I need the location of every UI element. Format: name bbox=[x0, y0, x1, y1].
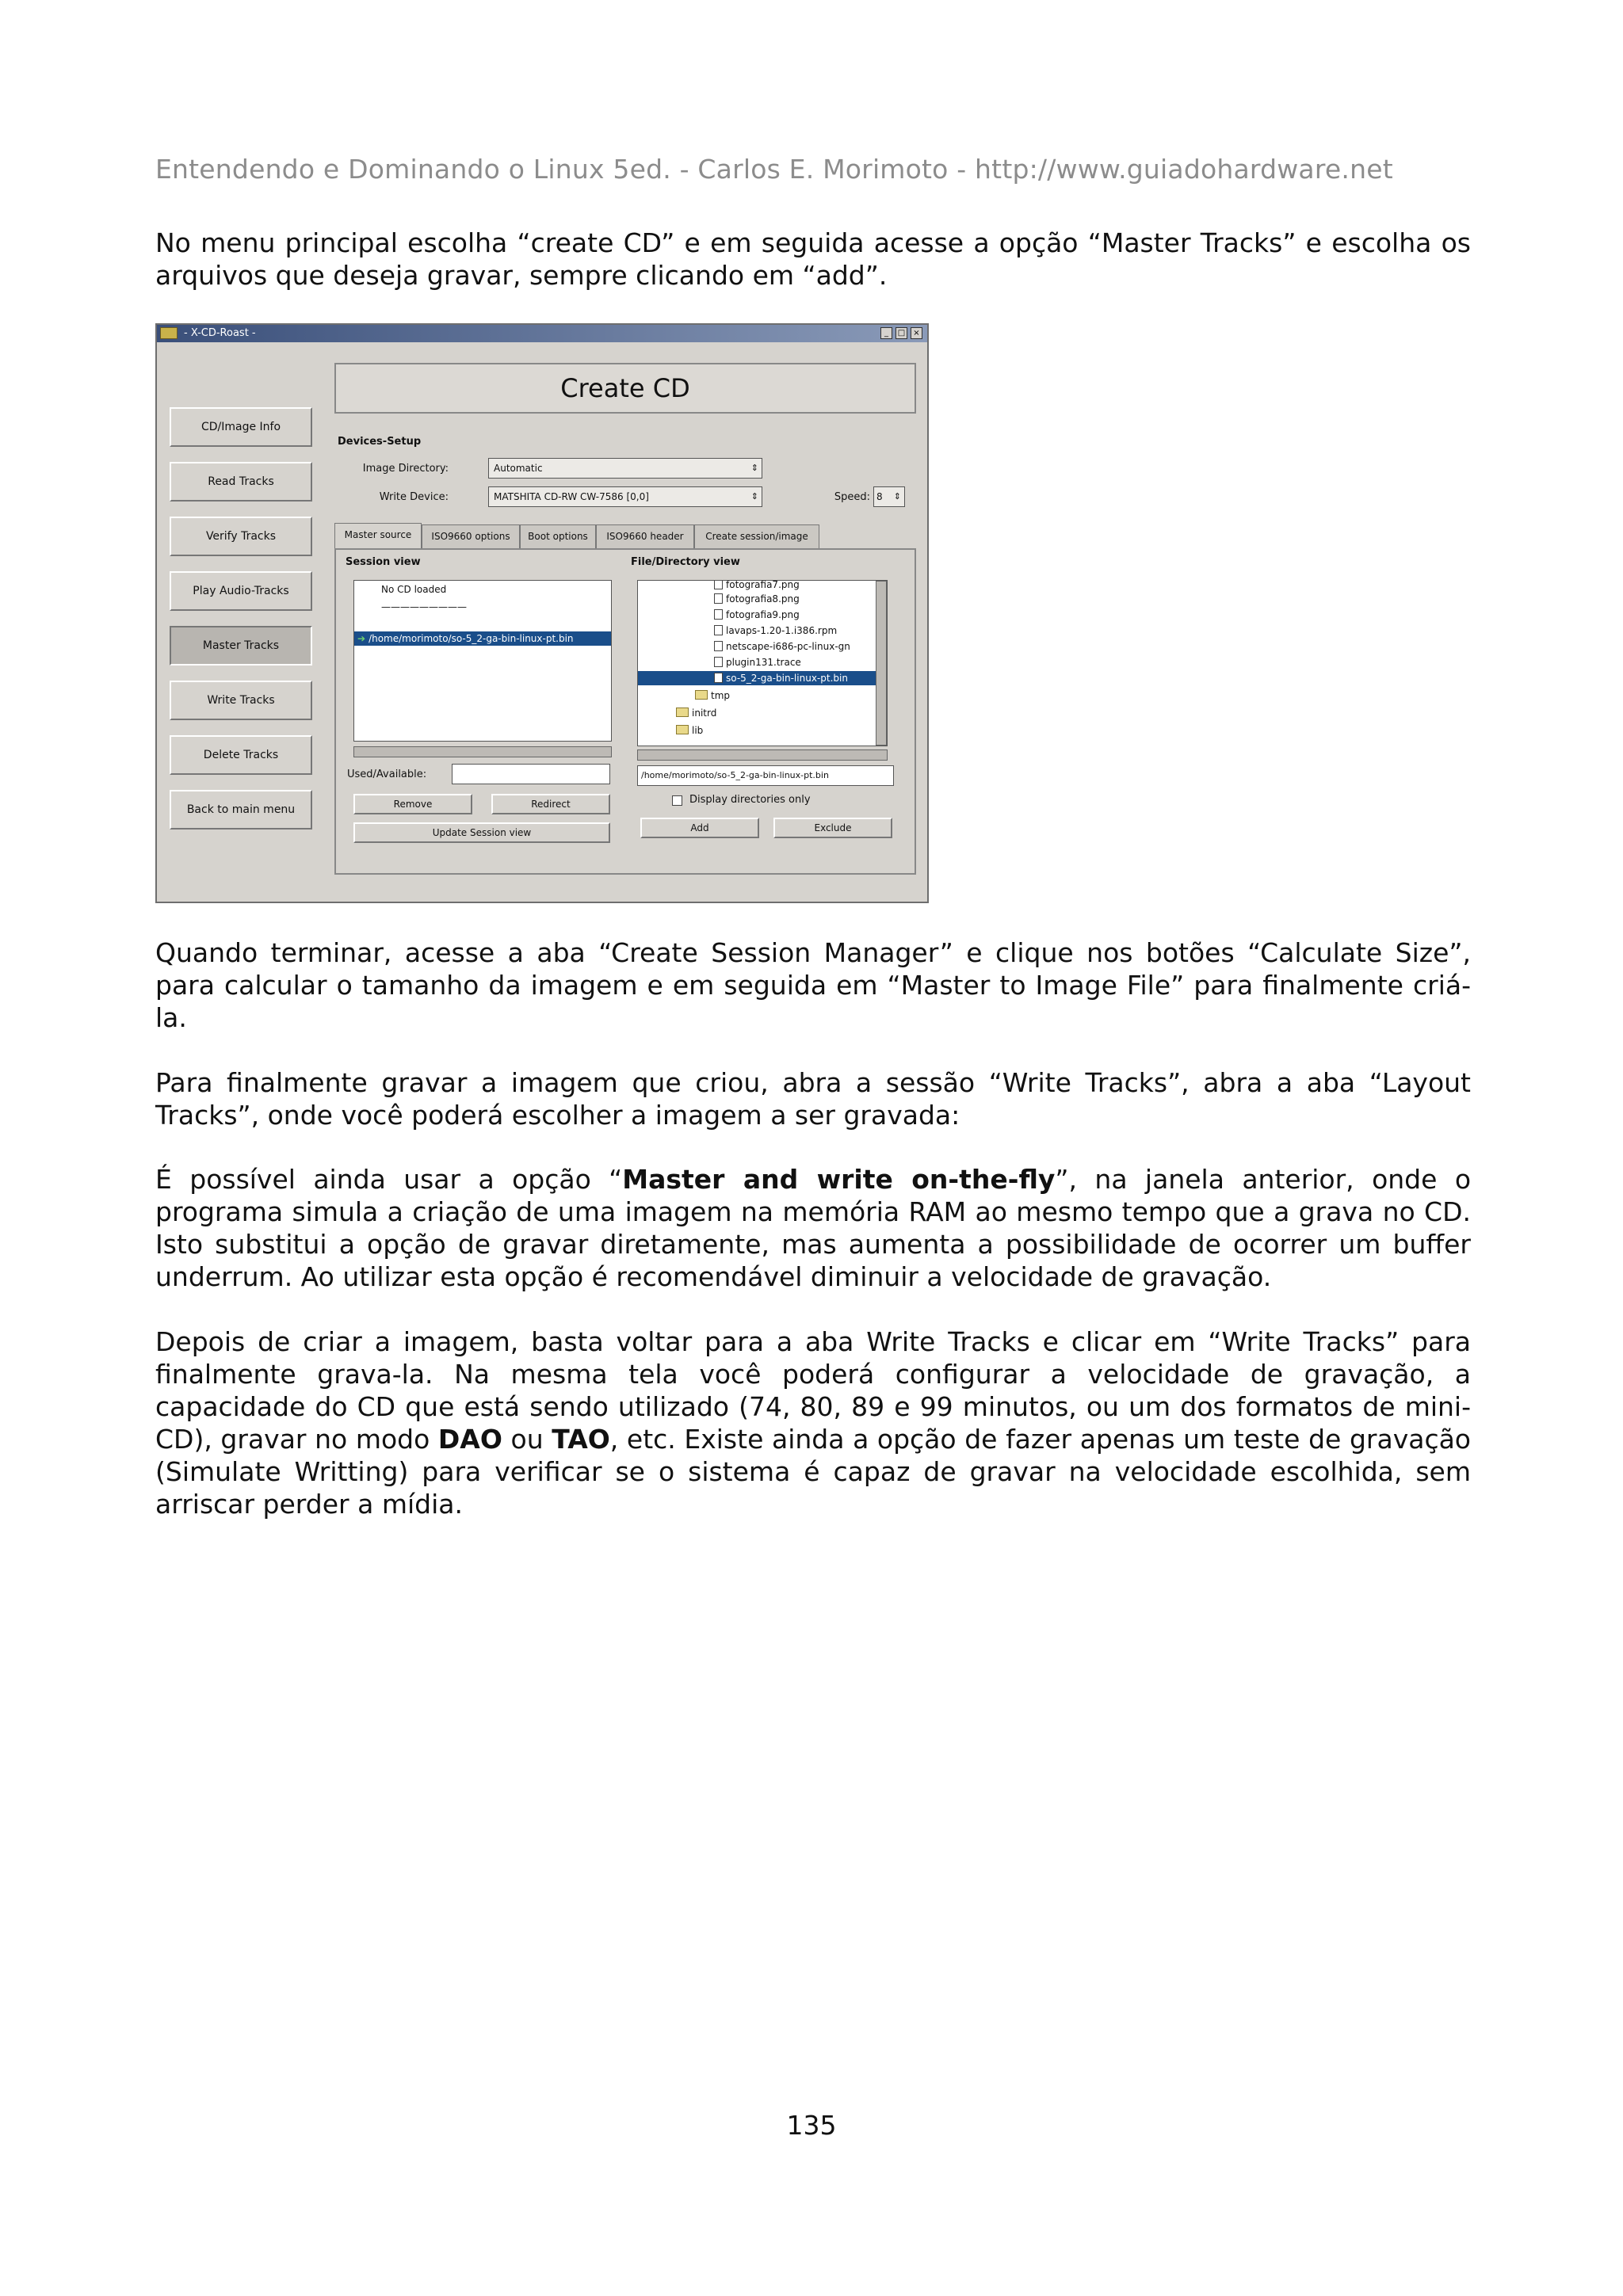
master-and-write-on-the-fly: Master and write on-the-fly bbox=[622, 1164, 1056, 1195]
tree-vscrollbar[interactable] bbox=[876, 581, 887, 746]
app-icon bbox=[160, 327, 178, 339]
tree-item[interactable]: fotografia8.png bbox=[714, 592, 800, 606]
file-icon bbox=[714, 580, 723, 589]
sidebar-button-read-tracks[interactable]: Read Tracks bbox=[170, 462, 312, 502]
tree-item[interactable]: plugin131.trace bbox=[714, 655, 801, 669]
speed-value: 8 bbox=[876, 491, 883, 502]
speed-label: Speed: bbox=[834, 491, 870, 503]
tree-item[interactable]: fotografia9.png bbox=[714, 608, 800, 622]
close-icon[interactable]: × bbox=[911, 327, 922, 339]
file-icon bbox=[714, 673, 723, 683]
paragraph-4: É possível ainda usar a opção “Master and write on-the-fly”, na janela anterior, onde o programa simula a criação de uma imagem na memória RAM ao mesmo tempo que a grava no CD. Isto substitui a opção de gravar diretamente, mas aumenta a possibilidade de ocorrer um buffer underrum. Ao utilizar esta opção é recomendável diminuir a velocidade de gravação. bbox=[155, 1164, 1472, 1292]
tree-item[interactable]: initrd bbox=[676, 706, 716, 720]
exclude-button[interactable]: Exclude bbox=[773, 818, 892, 838]
file-icon bbox=[714, 625, 723, 635]
list-item: ————————— bbox=[381, 601, 467, 612]
session-hscrollbar[interactable] bbox=[353, 746, 612, 757]
file-icon bbox=[714, 641, 723, 651]
paragraph-3 bbox=[155, 1066, 1471, 1131]
sidebar-button-play-audio-tracks[interactable]: Play Audio-Tracks bbox=[170, 571, 312, 611]
tree-item[interactable]: tmp bbox=[695, 688, 730, 703]
create-cd-heading: Create CD bbox=[334, 363, 916, 414]
sidebar-button-back-to-main-menu[interactable]: Back to main menu bbox=[170, 790, 312, 830]
add-button[interactable]: Add bbox=[640, 818, 759, 838]
write-device-value: MATSHITA CD-RW CW-7586 [0,0] bbox=[494, 491, 649, 502]
display-directories-label: Display directories only bbox=[689, 794, 811, 806]
write-device-select[interactable] bbox=[488, 486, 762, 507]
redirect-button[interactable]: Redirect bbox=[491, 794, 610, 814]
updown-arrow-icon: ⇕ bbox=[750, 463, 758, 473]
sidebar-button-master-tracks[interactable]: Master Tracks bbox=[170, 626, 312, 666]
sidebar-button-cd-image-info[interactable]: CD/Image Info bbox=[170, 407, 312, 447]
paragraph-2-text: Quando terminar, acesse a aba “Create Session Manager” e clique nos botões “Calculate Size”, para calcular o tamanho da imagem e em seguida em “Master to Image File” para finalmente criá-la. bbox=[155, 937, 1471, 1033]
xcdroast-screenshot bbox=[155, 323, 929, 903]
tab-iso9660-header[interactable]: ISO9660 header bbox=[596, 524, 694, 548]
paragraph-1 bbox=[155, 227, 1471, 292]
tree-item[interactable]: lib bbox=[676, 723, 703, 738]
folder-icon bbox=[676, 725, 689, 734]
image-directory-select[interactable] bbox=[488, 458, 762, 479]
master-source-pane bbox=[334, 548, 916, 875]
tree-item[interactable]: lavaps-1.20-1.i386.rpm bbox=[714, 624, 837, 638]
folder-icon bbox=[676, 707, 689, 717]
window-title: - X-CD-Roast - bbox=[184, 327, 256, 339]
spin-arrow-icon: ⇕ bbox=[893, 491, 901, 502]
dao-term: DAO bbox=[437, 1424, 502, 1455]
sidebar-button-delete-tracks[interactable]: Delete Tracks bbox=[170, 735, 312, 775]
tab-create-session-image[interactable]: Create session/image bbox=[694, 524, 819, 548]
paragraph-2 bbox=[155, 936, 1471, 1034]
tab-boot-options[interactable]: Boot options bbox=[520, 524, 596, 548]
sidebar-button-verify-tracks[interactable]: Verify Tracks bbox=[170, 517, 312, 556]
page-number: 135 bbox=[786, 2110, 837, 2141]
tab-iso9660-options[interactable]: ISO9660 options bbox=[422, 524, 520, 548]
file-icon bbox=[714, 593, 723, 604]
file-directory-tree[interactable] bbox=[637, 580, 888, 746]
list-item-selected[interactable] bbox=[354, 631, 611, 646]
used-available-label: Used/Available: bbox=[347, 769, 427, 780]
paragraph-3-text: Para finalmente gravar a imagem que criou, abra a sessão “Write Tracks”, abra a aba “Layout Tracks”, onde você poderá escolher a imagem a ser gravada: bbox=[155, 1067, 1471, 1131]
maximize-icon[interactable]: □ bbox=[896, 327, 907, 339]
display-directories-checkbox[interactable] bbox=[672, 795, 682, 806]
used-available-field bbox=[452, 764, 610, 784]
arrow-right-icon: ➔ bbox=[357, 633, 366, 644]
image-directory-label: Image Directory: bbox=[362, 463, 449, 475]
paragraph-1-text: No menu principal escolha “create CD” e em seguida acesse a opção “Master Tracks” e escolha os arquivos que deseja gravar, sempre clicando em “add”. bbox=[155, 227, 1471, 291]
write-device-label: Write Device: bbox=[379, 491, 449, 503]
tree-item-selected[interactable]: so-5_2-ga-bin-linux-pt.bin bbox=[638, 671, 876, 685]
updown-arrow-icon: ⇕ bbox=[750, 491, 758, 502]
tree-item[interactable]: netscape-i686-pc-linux-gn bbox=[714, 639, 850, 654]
file-icon bbox=[714, 657, 723, 667]
image-directory-value: Automatic bbox=[494, 463, 543, 474]
tree-item[interactable]: fotografia7.png bbox=[714, 580, 800, 592]
folder-icon bbox=[695, 690, 708, 700]
tree-hscrollbar[interactable] bbox=[637, 749, 888, 761]
speed-spinner[interactable] bbox=[873, 486, 905, 507]
session-view-label: Session view bbox=[346, 556, 421, 568]
remove-button[interactable]: Remove bbox=[353, 794, 472, 814]
running-header: Entendendo e Dominando o Linux 5ed. - Carlos E. Morimoto - http://www.guiadohardware.net bbox=[155, 154, 1393, 185]
window-titlebar bbox=[157, 325, 927, 342]
paragraph-5: Depois de criar a imagem, basta voltar para a aba Write Tracks e clicar em “Write Tracks” para finalmente grava-la. Na mesma tela você poderá configurar a velocidade de gravação, a capacidade do CD que está sendo utilizado (74, 80, 89 e 99 minutos, ou um dos formatos de mini-CD), gravar no modo DAO ou TAO, etc. Existe ainda a opção de fazer apenas um teste de gravação (Simulate Writting) para verificar se o sistema é capaz de gravar na velocidade escolhida, sem arriscar perder a mídia. bbox=[155, 1326, 1471, 1520]
file-directory-view-label: File/Directory view bbox=[631, 556, 740, 568]
session-view-list[interactable] bbox=[353, 580, 612, 742]
sidebar-button-write-tracks[interactable]: Write Tracks bbox=[170, 681, 312, 720]
path-field[interactable]: /home/morimoto/so-5_2-ga-bin-linux-pt.bin bbox=[637, 765, 894, 786]
tao-term: TAO bbox=[552, 1424, 610, 1455]
file-icon bbox=[714, 609, 723, 620]
session-track-name: /home/morimoto/so-5_2-ga-bin-linux-pt.bin bbox=[369, 633, 574, 644]
tab-master-source[interactable]: Master source bbox=[334, 523, 422, 548]
list-item: No CD loaded bbox=[381, 584, 447, 595]
update-session-view-button[interactable]: Update Session view bbox=[353, 822, 610, 843]
minimize-icon[interactable]: _ bbox=[880, 327, 892, 339]
devices-setup-label: Devices-Setup bbox=[338, 436, 422, 448]
